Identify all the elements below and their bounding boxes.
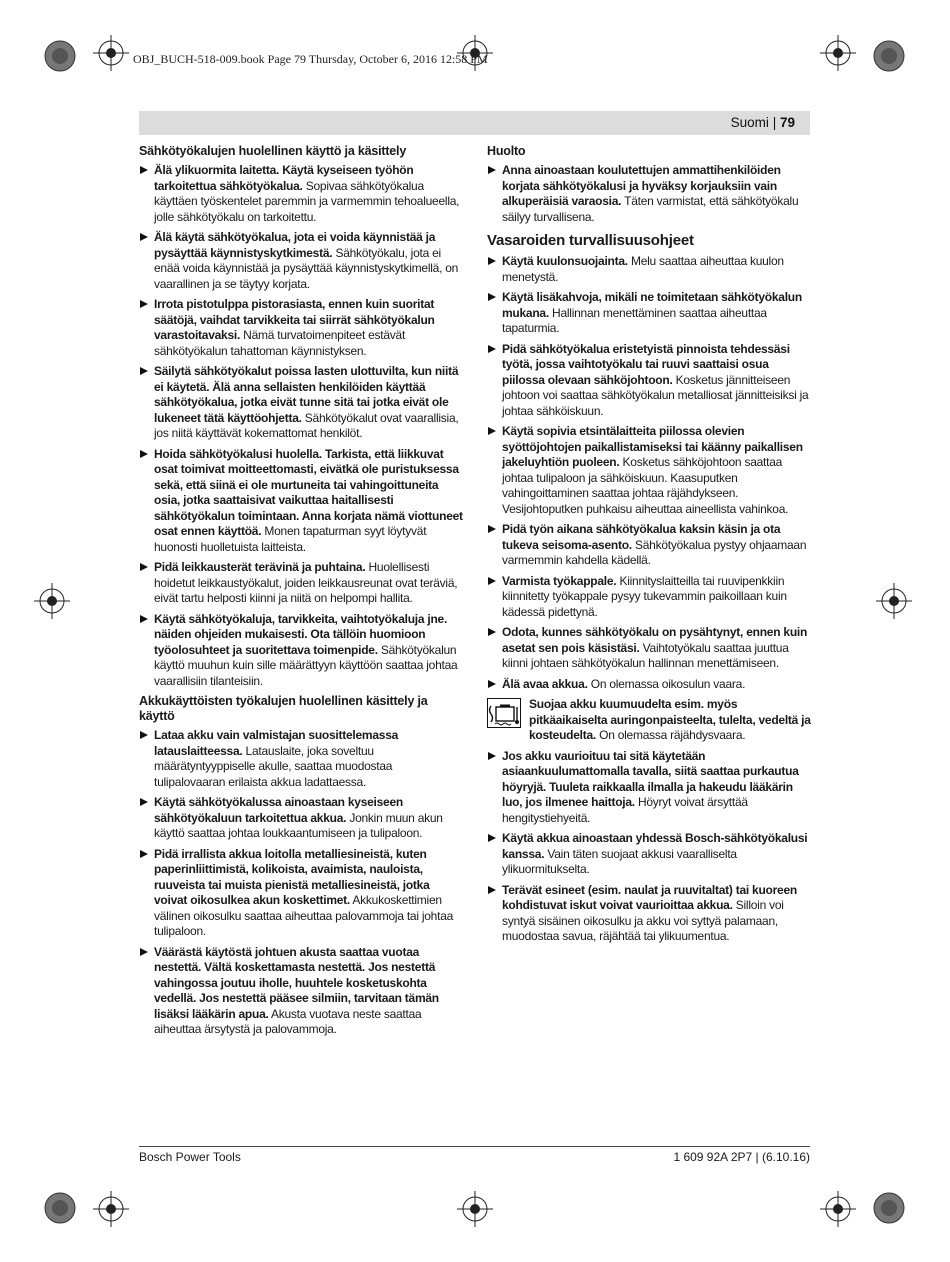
item-text: Nämä turvatoimenpiteet estävät sähkötyökalun tahattoman käynnistyksen.: [154, 328, 406, 358]
bullet-triangle-icon: [140, 166, 148, 174]
item-text: On olemassa räjähdysvaara.: [596, 728, 746, 742]
item-text: On olemassa oikosulun vaara.: [587, 676, 746, 691]
registration-mark-mid-left-icon: [34, 583, 70, 619]
item-bold: Pidä irrallista akkua loitolla metalliesineistä, kuten paperinliittimistä, kolikoista, avaimista, nauloista, ruuveista tai muista pienistä metalliesineistä, jotka voivat oikosulkea akun koskettimet.: [154, 846, 430, 907]
list-item: [487, 831, 811, 878]
item-bold: Väärästä käytöstä johtuen akusta saattaa vuotaa nestettä. Vältä koskettamasta nestettä. Jos nestettä vahingossa joutuu iholle, huuhtele kosketuskohta vedellä. Jos nestettä pääsee silmiin, tarvitaan tämän lisäksi lääkärin apua.: [154, 944, 439, 1021]
item-bold: Lataa akku vain valmistajan suosittelemassa latauslaitteessa.: [154, 728, 399, 758]
footer-brand: Bosch Power Tools: [139, 1150, 241, 1164]
list-item: [487, 342, 811, 420]
item-text: Huolellisesti hoidetut leikkaustyökalut, joiden leikkausreunat ovat teräviä, eivät tartu helposti kiinni ja niitä on helpompi hallita.: [154, 560, 458, 605]
list-item: [139, 447, 463, 556]
bullet-triangle-icon: [488, 293, 496, 301]
item-text: Sähkötyökalun käyttö muuhun kuin sille määrättyyn käyttöön saattaa johtaa vaarallisiin tilanteisiin.: [154, 642, 458, 688]
bullet-triangle-icon: [140, 615, 148, 623]
item-text: Kosketus sähköjohtoon saattaa johtaa tulipaloon ja sähköiskuun. Kaasuputken vahingoittaminen saattaa johtaa räjähdykseen. Vesijohtoputken puhkaisu aiheuttaa aineellista vahinkoa.: [502, 455, 789, 516]
registration-mark-bottom-right-icon: [820, 1191, 856, 1227]
item-bold: Irrota pistotulppa pistorasiasta, ennen kuin suoritat säätöjä, vaihdat tarvikkeita tai siirrät sähkötyökalun varastoitavaksi.: [154, 297, 435, 342]
list-item: [139, 795, 463, 842]
registration-mark-bottom-left-icon: [93, 1191, 129, 1227]
item-bold: Anna ainoastaan koulutettujen ammattihenkilöiden korjata sähkötyökalusi ja hyväksy korjauksiin vain alkuperäisiä varaosia.: [502, 163, 781, 208]
item-text: Vain täten suojaat akkusi vaaralliselta ylikuormitukselta.: [502, 846, 737, 876]
bullet-triangle-icon: [488, 628, 496, 636]
item-text: Vaihtotyökalu saattaa juuttua kiinni johtaen sähkötyökalun hallinnan menettämiseen.: [502, 640, 789, 670]
registration-mark-top-left-icon: [93, 35, 129, 71]
item-text: Akusta vuotava neste saattaa aiheuttaa ärsytystä ja palovammoja.: [154, 1006, 422, 1036]
item-bold: Odota, kunnes sähkötyökalu on pysähtynyt, ennen kuin asetat sen pois käsistäsi.: [502, 625, 808, 655]
section-battery-tools: [139, 694, 463, 1038]
list-item: [139, 945, 463, 1038]
list-item: [487, 424, 811, 517]
item-bold: Pidä sähkötyökalua eristetyistä pinnoista tehdessäsi työtä, jossa vaihtotyökalu tai ruuvi saattaisi osua piilossa olevaan sähköjohtoon.: [502, 341, 790, 387]
item-bold: Varmista työkappale.: [502, 573, 617, 588]
item-bold: Käytä sopivia etsintälaitteita piilossa olevien syöttöjohtojen paikallistamiseksi tai käänny paikallisen jakeluyhtiön puoleen.: [502, 424, 803, 469]
color-wheel-top-left-icon: [44, 40, 76, 72]
left-column: [139, 144, 463, 1043]
item-text: Melu saattaa aiheuttaa kuulon menetystä.: [502, 254, 784, 284]
list-item: [487, 163, 811, 225]
item-bold: Pidä leikkausterät terävinä ja puhtaina.: [154, 560, 366, 574]
list-item: [139, 163, 463, 225]
bullet-triangle-icon: [488, 752, 496, 760]
item-bold: Suojaa akku kuumuudelta esim. myös pitkäaikaiselta auringonpaisteelta, tulelta, vedeltä ja kosteudelta.: [529, 697, 811, 742]
bullet-triangle-icon: [140, 948, 148, 956]
page-header-band: [139, 111, 810, 135]
bullet-triangle-icon: [488, 257, 496, 265]
item-text: Akkukoskettimien välinen oikosulku saattaa aiheuttaa palovammoja tai johtaa tulipaloon.: [154, 893, 454, 938]
item-bold: Käytä lisäkahvoja, mikäli ne toimitetaan sähkötyökalun mukana.: [502, 290, 802, 320]
item-text: Latauslaite, joka soveltuu määrätyntyyppiselle akulle, saattaa muodostaa tulipalovaaran erilaista akkua ladattaessa.: [154, 743, 393, 789]
bullet-triangle-icon: [488, 525, 496, 533]
list-item: [139, 364, 463, 442]
bullet-triangle-icon: [488, 680, 496, 688]
section-heading: Akkukäyttöisten työkalujen huolellinen käsittely ja käyttö: [139, 694, 428, 723]
item-bold: Käytä akkua ainoastaan yhdessä Bosch-sähkötyökalusi kanssa.: [502, 831, 808, 861]
item-text: Kiinnityslaitteilla tai ruuvipenkkiin kiinnitetty työkappale pysyy tukevammin paikoillaan kuin kädessä pidettynä.: [502, 573, 787, 619]
item-bold: Älä ylikuormita laitetta. Käytä kyseiseen työhön tarkoitettua sähkötyökalua.: [154, 163, 414, 193]
section-heading: Sähkötyökalujen huolellinen käyttö ja käsittely: [139, 144, 407, 158]
list-item-with-icon: [487, 697, 811, 744]
bullet-triangle-icon: [140, 300, 148, 308]
battery-heat-warning-icon: [487, 698, 521, 728]
list-item: [487, 625, 811, 672]
section-service: [487, 144, 811, 225]
bullet-triangle-icon: [488, 166, 496, 174]
section-hammer-safety: [487, 233, 811, 945]
item-text: Höyryt voivat ärsyttää hengitystiehyeitä.: [502, 795, 748, 825]
list-item: [487, 522, 811, 569]
item-text: Sähkötyökalua pystyy ohjaamaan varmemmin kahdella kädellä.: [502, 537, 807, 567]
print-slug: OBJ_BUCH-518-009.book Page 79 Thursday, October 6, 2016 12:58 PM: [133, 52, 488, 66]
item-text: Sähkötyökalu, jota ei enää voida käynnistää ja pysäyttää käynnistyskytkimellä, on vaarallinen ja se täytyy korjata.: [154, 245, 459, 291]
list-item: [139, 612, 463, 690]
section-handling: [139, 144, 463, 689]
list-item: [487, 883, 811, 945]
registration-mark-top-right-icon: [820, 35, 856, 71]
color-wheel-bottom-right-icon: [873, 1192, 905, 1224]
list-item: [139, 230, 463, 292]
item-bold: Käytä sähkötyökaluja, tarvikkeita, vaihtotyökaluja jne. näiden ohjeiden mukaisesti. Ota tällöin huomioon työolosuhteet ja suoritettava toimenpide.: [154, 611, 448, 657]
item-bold: Säilytä sähkötyökalut poissa lasten ulottuvilta, kun niitä ei käytetä. Älä anna sellaisten henkilöiden käyttää sähkötyökalua, jotka eivät tunne sitä tai jotka eivät ole lukeneet tätä käyttöohjetta.: [154, 364, 459, 425]
color-wheel-bottom-left-icon: [44, 1192, 76, 1224]
bullet-triangle-icon: [140, 367, 148, 375]
bullet-triangle-icon: [140, 850, 148, 858]
item-bold: Pidä työn aikana sähkötyökalua kaksin käsin ja ota tukeva seisoma-asento.: [502, 522, 781, 552]
bullet-triangle-icon: [140, 798, 148, 806]
item-text: Hallinnan menettäminen saattaa aiheuttaa tapaturmia.: [502, 305, 767, 335]
list-item: [487, 574, 811, 621]
bullet-triangle-icon: [488, 427, 496, 435]
item-bold: Älä avaa akkua.: [502, 676, 588, 691]
footer-doc-number: 1 609 92A 2P7 | (6.10.16): [673, 1150, 810, 1164]
registration-mark-mid-right-icon: [876, 583, 912, 619]
section-heading: Huolto: [487, 144, 526, 158]
item-bold: Käytä kuulonsuojainta.: [502, 254, 628, 268]
bullet-triangle-icon: [140, 563, 148, 571]
item-text: Sopivaa sähkötyökalua käyttäen työskentelet paremmin ja varmemmin tehoalueella, jolle sähkötyökalu on tarkoitettu.: [154, 178, 460, 224]
page-header: [731, 115, 795, 130]
bullet-triangle-icon: [488, 345, 496, 353]
item-text: Kosketus jännitteiseen johtoon voi saattaa sähkötyökalun metalliosat jännitteisiksi ja johtaa sähköiskuun.: [502, 372, 809, 418]
item-bold: Älä käytä sähkötyökalua, jota ei voida käynnistää ja pysäyttää käynnistyskytkimestä.: [154, 230, 436, 260]
item-text: Täten varmistat, että sähkötyökalu säilyy turvallisena.: [502, 194, 799, 224]
bullet-triangle-icon: [140, 233, 148, 241]
list-item: [139, 847, 463, 940]
bullet-triangle-icon: [140, 450, 148, 458]
item-text: Monen tapaturman syyt löytyvät huonosti huolletuista laitteista.: [154, 524, 427, 554]
item-bold: Terävät esineet (esim. naulat ja ruuvitaltat) tai kuoreen kohdistuvat iskut voivat vaurioittaa akkua.: [502, 882, 797, 912]
item-text: Sähkötyökalut ovat vaarallisia, jos niitä käyttävät kokemattomat henkilöt.: [154, 410, 459, 440]
item-bold: Jos akku vaurioituu tai sitä käytetään asiaankuulumattomalla tavalla, siitä saattaa purkautua höyryjä. Tuuleta raikkaalla ilmalla ja hakeudu lääkärin luo, jos ilmenee haittoja.: [502, 748, 799, 809]
right-column: [487, 144, 811, 950]
bullet-triangle-icon: [488, 577, 496, 585]
footer-divider: [139, 1146, 810, 1147]
list-item: [139, 297, 463, 359]
list-item: [487, 290, 811, 337]
item-text: Silloin voi syntyä sisäinen oikosulku ja akku voi syttyä palamaan, muodostaa savua, räjähtää tai ylikuumentua.: [502, 898, 784, 943]
list-item: [487, 254, 811, 285]
color-wheel-top-right-icon: [873, 40, 905, 72]
item-bold: Käytä sähkötyökalussa ainoastaan kyseiseen sähkötyökaluun tarkoitettua akkua.: [154, 795, 403, 825]
page-number: 79: [779, 115, 795, 130]
bullet-triangle-icon: [140, 731, 148, 739]
header-language: Suomi: [730, 115, 769, 130]
bullet-triangle-icon: [488, 834, 496, 842]
bullet-triangle-icon: [488, 886, 496, 894]
item-text: Jonkin muun akun käyttö saattaa johtaa loukkaantumiseen ja tulipaloon.: [154, 810, 443, 840]
item-bold: Hoida sähkötyökalusi huolella. Tarkista, että liikkuvat osat toimivat moitteettomasti, eivätkä ole puristuksessa sekä, että siinä ei ole murtuneita tai vahingoittuneita osia, jotka saattaisivat vaikuttaa haitallisesti sähkötyökalun toimintaan. Anna korjata nämä viottuneet osat ennen käyttöä.: [154, 446, 463, 538]
list-item: [139, 560, 463, 607]
list-item: [487, 749, 811, 827]
header-separator: |: [772, 115, 777, 130]
list-item: [487, 677, 811, 693]
registration-mark-bottom-center-icon: [457, 1191, 493, 1227]
section-heading: Vasaroiden turvallisuusohjeet: [487, 232, 694, 249]
list-item: [139, 728, 463, 790]
